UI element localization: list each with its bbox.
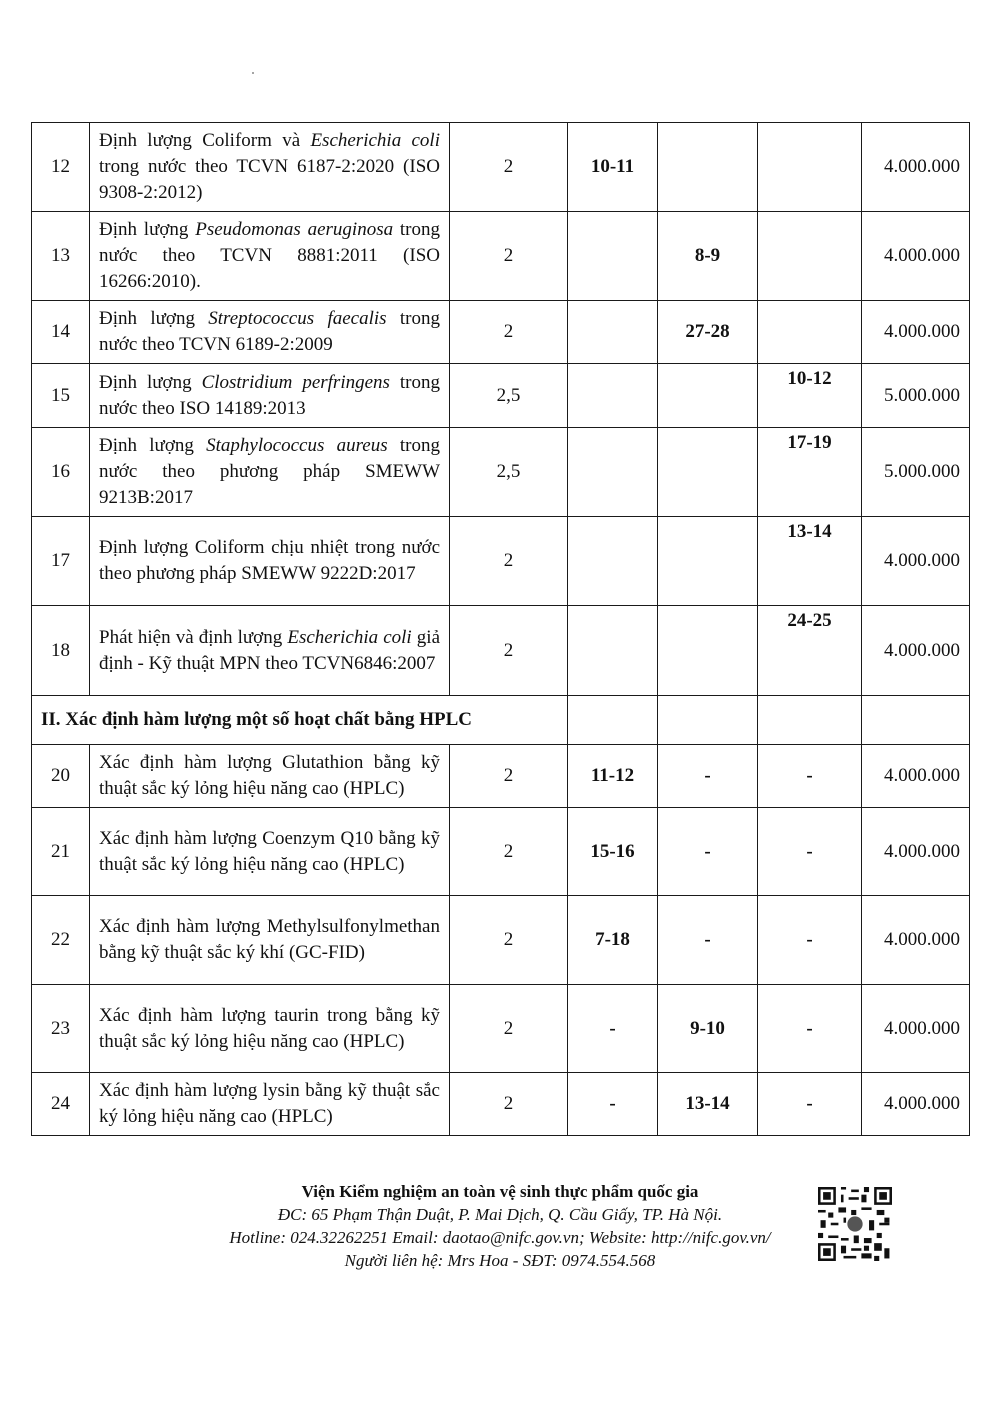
course-fee: 4.000.000: [862, 301, 970, 364]
section-row-group: [32, 696, 970, 745]
course-name: Phát hiện và định lượng Escherichia coli giả định - Kỹ thuật MPN theo TCVN6846:2007: [90, 606, 450, 696]
duration-days: 2: [450, 896, 568, 985]
duration-days: 2,5: [450, 428, 568, 517]
schedule-month-1: -: [568, 1073, 658, 1136]
course-name: Xác định hàm lượng Methylsulfonylmethan bằng kỹ thuật sắc ký khí (GC-FID): [90, 896, 450, 985]
row-number: 13: [32, 212, 90, 301]
row-number: 24: [32, 1073, 90, 1136]
course-fee: 5.000.000: [862, 364, 970, 428]
footer-organization: Viện Kiểm nghiệm an toàn vệ sinh thực phẩm quốc gia: [301, 1182, 699, 1201]
row-number: 12: [32, 123, 90, 212]
course-name: Xác định hàm lượng Glutathion bằng kỹ thuật sắc ký lỏng hiệu năng cao (HPLC): [90, 745, 450, 808]
schedule-month-3: 10-12: [758, 364, 862, 428]
footer-address: ĐC: 65 Phạm Thận Duật, P. Mai Dịch, Q. Cầu Giấy, TP. Hà Nội.: [277, 1205, 723, 1224]
schedule-month-1: [568, 301, 658, 364]
course-fee: 4.000.000: [862, 212, 970, 301]
course-fee: 5.000.000: [862, 428, 970, 517]
duration-days: 2: [450, 985, 568, 1073]
table-row: [32, 745, 970, 808]
course-name: Xác định hàm lượng taurin trong bằng kỹ thuật sắc ký lỏng hiệu năng cao (HPLC): [90, 985, 450, 1073]
schedule-month-3: [758, 301, 862, 364]
duration-days: 2: [450, 606, 568, 696]
duration-days: 2: [450, 301, 568, 364]
duration-days: 2,5: [450, 364, 568, 428]
course-name: Định lượng Coliform và Escherichia coli trong nước theo TCVN 6187-2:2020 (ISO 9308-2:2012): [90, 123, 450, 212]
schedule-month-3: -: [758, 745, 862, 808]
duration-days: 2: [450, 212, 568, 301]
schedule-month-2: 9-10: [658, 985, 758, 1073]
course-fee: 4.000.000: [862, 745, 970, 808]
schedule-month-1: 15-16: [568, 808, 658, 896]
row-number: 18: [32, 606, 90, 696]
schedule-month-3: -: [758, 1073, 862, 1136]
duration-days: 2: [450, 517, 568, 606]
qr-code-icon: [818, 1187, 892, 1261]
schedule-month-3: 24-25: [758, 606, 862, 696]
schedule-month-1: -: [568, 985, 658, 1073]
duration-days: 2: [450, 123, 568, 212]
schedule-month-3: 17-19: [758, 428, 862, 517]
course-fee: 4.000.000: [862, 606, 970, 696]
course-name: Định lượng Clostridium perfringens trong nước theo ISO 14189:2013: [90, 364, 450, 428]
row-number: 21: [32, 808, 90, 896]
footer: [140, 1180, 860, 1272]
table-row: [32, 212, 970, 301]
schedule-month-2: 27-28: [658, 301, 758, 364]
course-fee: 4.000.000: [862, 808, 970, 896]
schedule-month-3: [758, 123, 862, 212]
schedule-month-1: [568, 606, 658, 696]
duration-days: 2: [450, 808, 568, 896]
schedule-month-2: 13-14: [658, 1073, 758, 1136]
schedule-month-2: [658, 364, 758, 428]
table-row: [32, 896, 970, 985]
schedule-month-1: [568, 212, 658, 301]
row-number: 16: [32, 428, 90, 517]
table-row: [32, 606, 970, 696]
table-row: [32, 364, 970, 428]
schedule-month-3: 13-14: [758, 517, 862, 606]
course-name: Định lượng Staphylococcus aureus trong nước theo phương pháp SMEWW 9213B:2017: [90, 428, 450, 517]
course-schedule-table: [31, 122, 970, 1136]
table-body-part-1: [32, 123, 970, 696]
row-number: 14: [32, 301, 90, 364]
table-row: [32, 301, 970, 364]
schedule-month-2: [658, 428, 758, 517]
table-row: [32, 123, 970, 212]
course-name: Định lượng Coliform chịu nhiệt trong nước theo phương pháp SMEWW 9222D:2017: [90, 517, 450, 606]
schedule-month-2: -: [658, 745, 758, 808]
course-fee: 4.000.000: [862, 517, 970, 606]
course-fee: 4.000.000: [862, 1073, 970, 1136]
section-title: II. Xác định hàm lượng một số hoạt chất bằng HPLC: [32, 696, 568, 745]
scan-speck: [252, 72, 254, 74]
schedule-month-2: 8-9: [658, 212, 758, 301]
schedule-month-3: -: [758, 985, 862, 1073]
schedule-month-2: [658, 517, 758, 606]
course-name: Xác định hàm lượng Coenzym Q10 bằng kỹ thuật sắc ký lỏng hiệu năng cao (HPLC): [90, 808, 450, 896]
schedule-month-3: [758, 212, 862, 301]
schedule-month-1: [568, 364, 658, 428]
row-number: 17: [32, 517, 90, 606]
table-row: [32, 517, 970, 606]
schedule-month-1: 7-18: [568, 896, 658, 985]
table-row: [32, 1073, 970, 1136]
footer-contact: Hotline: 024.32262251 Email: daotao@nifc.gov.vn; Website: http://nifc.gov.vn/: [229, 1228, 771, 1247]
duration-days: 2: [450, 1073, 568, 1136]
footer-person: Người liên hệ: Mrs Hoa - SĐT: 0974.554.568: [344, 1251, 656, 1270]
table-row: [32, 985, 970, 1073]
course-name: Định lượng Streptococcus faecalis trong nước theo TCVN 6189-2:2009: [90, 301, 450, 364]
schedule-month-3: -: [758, 896, 862, 985]
schedule-month-2: -: [658, 808, 758, 896]
schedule-month-3: -: [758, 808, 862, 896]
table-row: [32, 808, 970, 896]
schedule-month-1: [568, 517, 658, 606]
table-row: [32, 428, 970, 517]
schedule-month-1: [568, 428, 658, 517]
row-number: 23: [32, 985, 90, 1073]
duration-days: 2: [450, 745, 568, 808]
schedule-month-1: 10-11: [568, 123, 658, 212]
course-name: Định lượng Pseudomonas aeruginosa trong nước theo TCVN 8881:2011 (ISO 16266:2010).: [90, 212, 450, 301]
course-fee: 4.000.000: [862, 985, 970, 1073]
schedule-month-2: [658, 606, 758, 696]
schedule-month-2: [658, 123, 758, 212]
course-fee: 4.000.000: [862, 896, 970, 985]
schedule-month-2: -: [658, 896, 758, 985]
course-name: Xác định hàm lượng lysin bằng kỹ thuật sắc ký lỏng hiệu năng cao (HPLC): [90, 1073, 450, 1136]
row-number: 20: [32, 745, 90, 808]
course-fee: 4.000.000: [862, 123, 970, 212]
row-number: 22: [32, 896, 90, 985]
section-header-row: [32, 696, 970, 745]
row-number: 15: [32, 364, 90, 428]
schedule-month-1: 11-12: [568, 745, 658, 808]
table-body-part-2: [32, 745, 970, 1136]
